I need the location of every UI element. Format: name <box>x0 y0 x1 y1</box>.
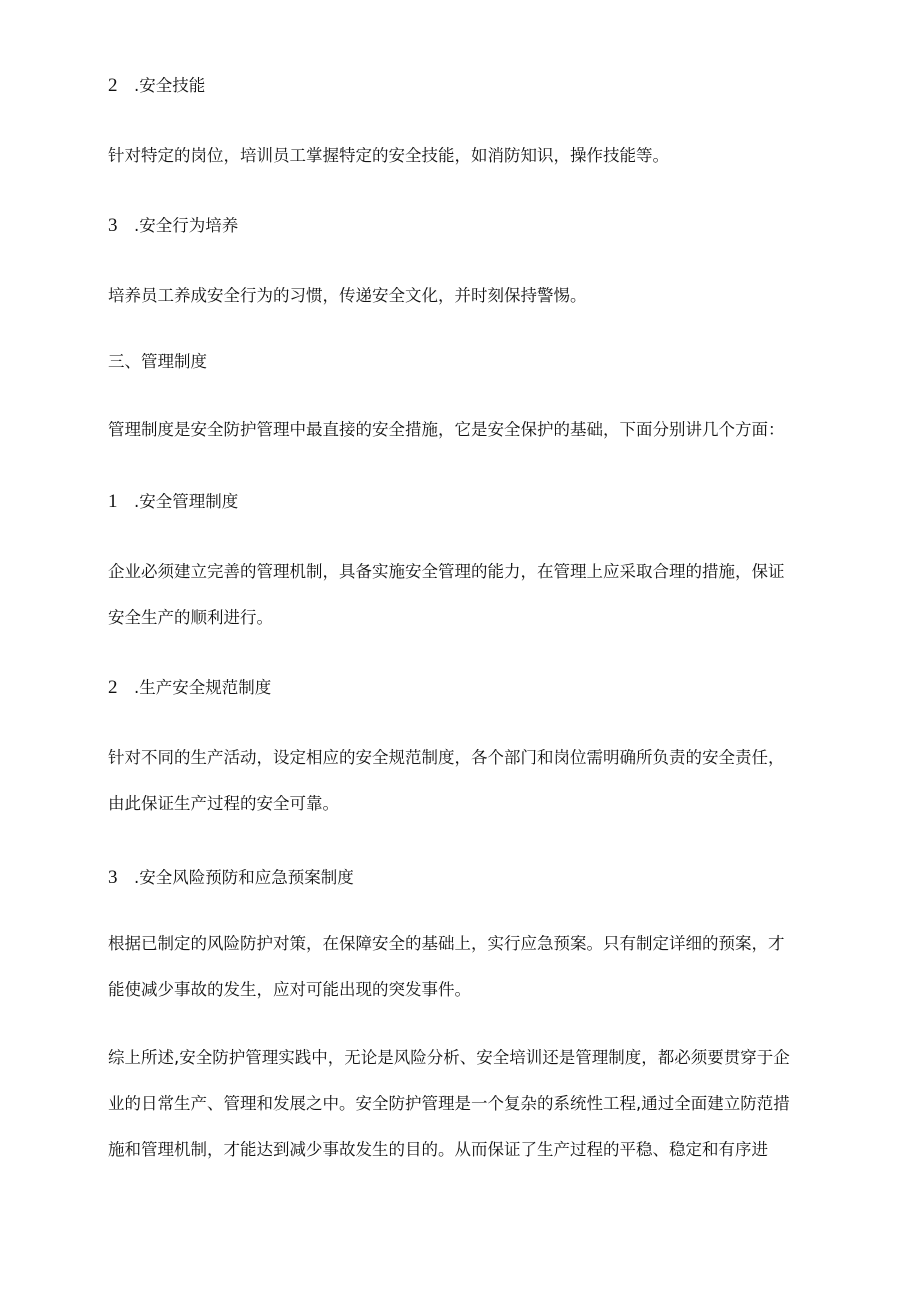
subheading-text: .安全风险预防和应急预案制度 <box>134 868 354 887</box>
list-number: 2 <box>108 75 118 96</box>
paragraph-line: 针对不同的生产活动，设定相应的安全规范制度，各个部门和岗位需明确所负责的安全责任， <box>108 748 785 767</box>
list-number: 3 <box>108 215 118 236</box>
subheading-safety-behavior <box>108 214 828 238</box>
list-number: 2 <box>108 677 118 698</box>
paragraph-line: 能使减少事故的发生，应对可能出现的突发事件。 <box>108 980 471 999</box>
subheading-text: .安全技能 <box>134 76 206 95</box>
subheading-safety-management-system <box>108 490 828 514</box>
subheading-safety-skills <box>108 74 828 98</box>
list-number: 3 <box>108 867 118 888</box>
subheading-text: .安全行为培养 <box>134 216 239 235</box>
paragraph-line: 由此保证生产过程的安全可靠。 <box>108 794 339 813</box>
paragraph-line: 业的日常生产、管理和发展之中。安全防护管理是一个复杂的系统性工程,通过全面建立防范措 <box>108 1094 790 1113</box>
paragraph-line: 综上所述,安全防护管理实践中，无论是风险分析、安全培训还是管理制度，都必须要贯穿于企 <box>108 1048 790 1067</box>
paragraph-line: 安全生产的顺利进行。 <box>108 608 273 627</box>
paragraph-line: 根据已制定的风险防护对策，在保障安全的基础上，实行应急预案。只有制定详细的预案，才 <box>108 934 785 953</box>
paragraph-line: 企业必须建立完善的管理机制，具备实施安全管理的能力，在管理上应采取合理的措施，保证 <box>108 562 785 581</box>
subheading-text: .生产安全规范制度 <box>134 678 272 697</box>
subheading-production-safety-system <box>108 676 828 700</box>
paragraph-line: 管理制度是安全防护管理中最直接的安全措施，它是安全保护的基础，下面分别讲几个方面： <box>108 420 785 439</box>
paragraph-line: 培养员工养成安全行为的习惯，传递安全文化，并时刻保持警惕。 <box>108 286 587 305</box>
paragraph-line: 针对特定的岗位，培训员工掌握特定的安全技能，如消防知识，操作技能等。 <box>108 146 669 165</box>
subheading-risk-prevention-system <box>108 866 828 890</box>
section-heading-management: 三、管理制度 <box>108 352 207 371</box>
list-number: 1 <box>108 491 118 512</box>
subheading-text: .安全管理制度 <box>134 492 239 511</box>
paragraph-line: 施和管理机制，才能达到减少事故发生的目的。从而保证了生产过程的平稳、稳定和有序进 <box>108 1140 768 1159</box>
